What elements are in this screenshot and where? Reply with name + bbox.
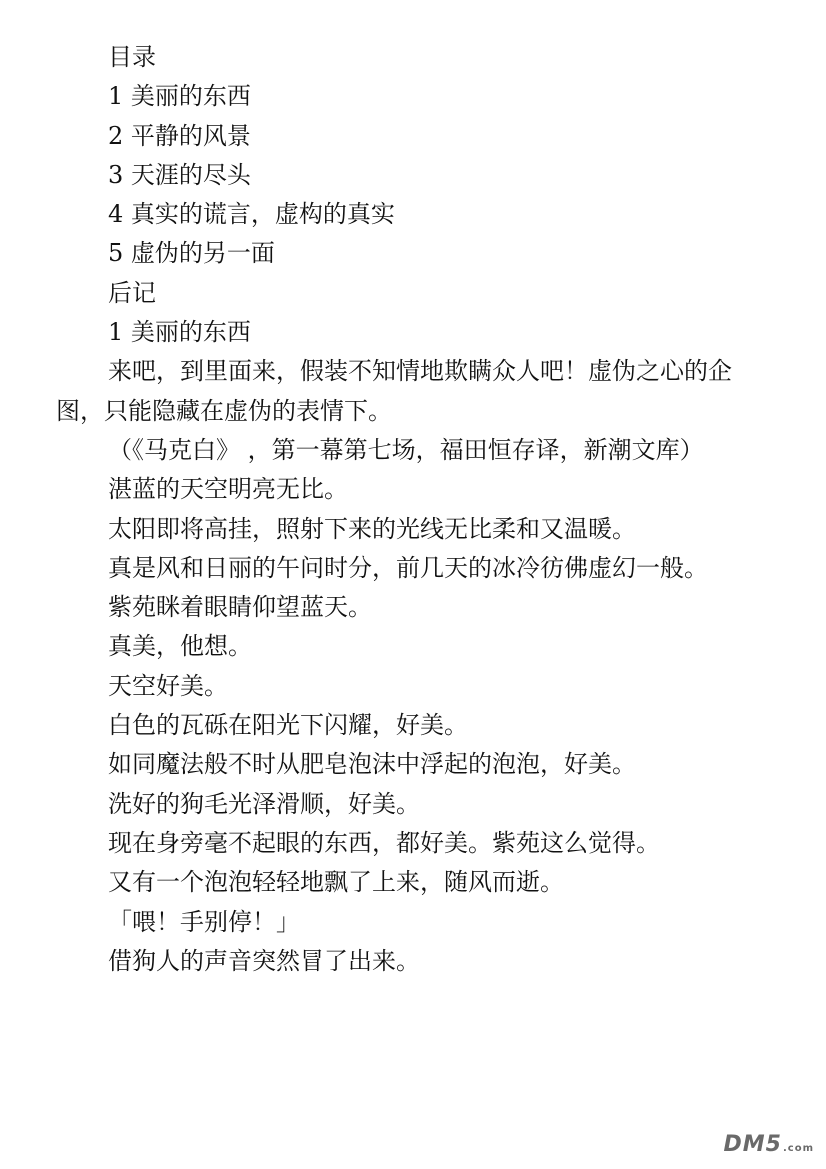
document-page bbox=[56, 38, 756, 981]
paragraph: 白色的瓦砾在阳光下闪耀，好美。 bbox=[108, 711, 468, 740]
toc-item: 1 美丽的东西 bbox=[108, 82, 251, 111]
toc-item: 3 天涯的尽头 bbox=[108, 160, 251, 189]
paragraph: 真是风和日丽的午问时分，前几天的冰冷彷佛虚幻一般。 bbox=[108, 553, 708, 582]
paragraph: 借狗人的声音突然冒了出来。 bbox=[108, 946, 420, 975]
paragraph: 紫苑眯着眼睛仰望蓝天。 bbox=[108, 593, 372, 622]
paragraph: 如同魔法般不时从肥皂泡沫中浮起的泡泡，好美。 bbox=[108, 750, 636, 779]
watermark-suffix: .com bbox=[782, 1143, 814, 1154]
paragraph: 「喂！手别停！」 bbox=[108, 907, 300, 936]
paragraph: 又有一个泡泡轻轻地飘了上来，随风而逝。 bbox=[108, 868, 564, 897]
paragraph: 洗好的狗毛光泽滑顺，好美。 bbox=[108, 789, 420, 818]
paragraph: 来吧，到里面来，假装不知情地欺瞒众人吧！虚伪之心的企图，只能隐藏在虚伪的表情下。 bbox=[56, 357, 732, 425]
toc-item: 5 虚伪的另一面 bbox=[108, 239, 275, 268]
paragraph: 天空好美。 bbox=[108, 671, 228, 700]
paragraph: 现在身旁毫不起眼的东西，都好美。紫苑这么觉得。 bbox=[108, 828, 660, 857]
paragraph: 湛蓝的天空明亮无比。 bbox=[108, 475, 348, 504]
chapter-heading: 1 美丽的东西 bbox=[108, 318, 251, 347]
site-watermark-logo bbox=[724, 1132, 815, 1157]
toc-item: 2 平静的风景 bbox=[108, 121, 251, 150]
paragraph: 真美，他想。 bbox=[108, 632, 252, 661]
toc-item: 4 真实的谎言，虚构的真实 bbox=[108, 200, 395, 229]
paragraph: （《马克白》 ，第一幕第七场，福田恒存译，新潮文库） bbox=[108, 435, 704, 464]
toc-title: 目录 bbox=[108, 43, 156, 71]
watermark-main: DM5 bbox=[723, 1132, 782, 1157]
toc-item: 后记 bbox=[108, 278, 156, 307]
paragraph: 太阳即将高挂，照射下来的光线无比柔和又温暖。 bbox=[108, 514, 636, 543]
